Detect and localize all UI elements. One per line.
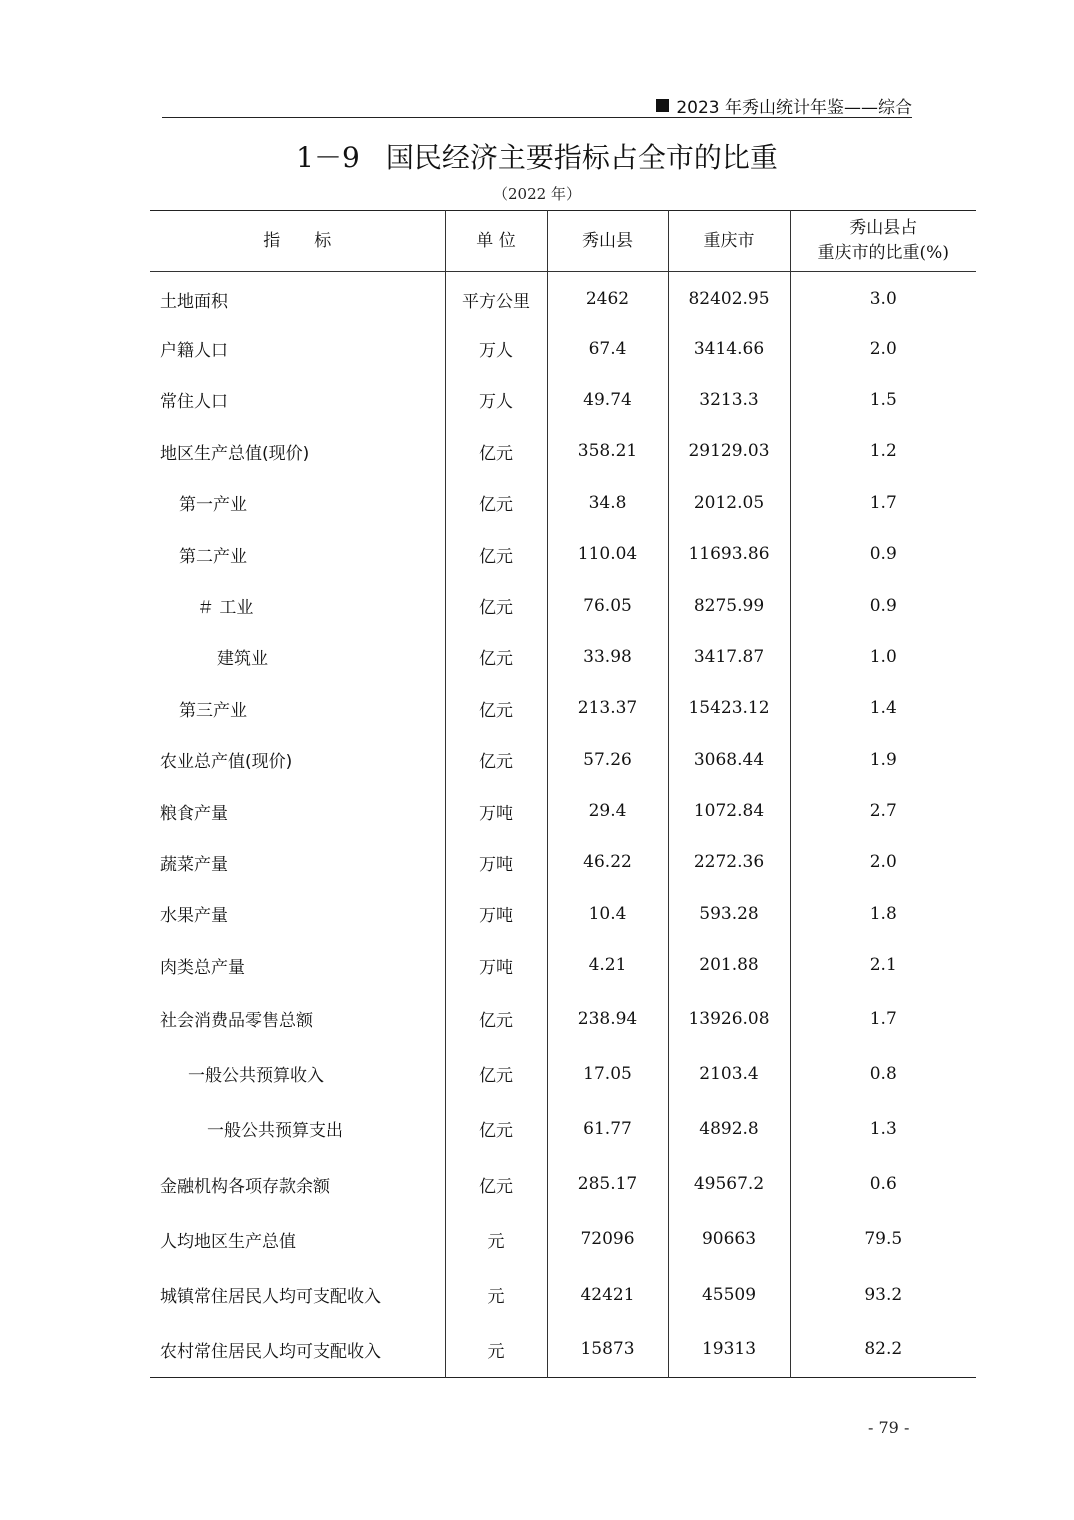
row-county-value: 33.98: [547, 631, 668, 682]
row-city-value: 1072.84: [668, 785, 790, 836]
row-county-value: 110.04: [547, 528, 668, 579]
row-indicator-name: 建筑业: [217, 649, 268, 670]
header-share-line2: 重庆市的比重(%): [817, 243, 949, 263]
row-unit: 万吨: [445, 785, 547, 836]
table-row: [150, 580, 976, 631]
row-county-value: 213.37: [547, 683, 668, 734]
row-share-value: 0.6: [790, 1157, 976, 1212]
table-row: [150, 1322, 976, 1377]
table-row: [150, 631, 976, 682]
page-title: [0, 136, 1074, 176]
row-indicator-name: 社会消费品零售总额: [160, 1011, 313, 1032]
table-row: [150, 1046, 976, 1101]
header-city: 重庆市: [668, 211, 790, 272]
row-unit: 亿元: [445, 734, 547, 785]
row-county-value: 10.4: [547, 888, 668, 939]
row-share-value: 93.2: [790, 1267, 976, 1322]
row-indicator-name: 金融机构各项存款余额: [160, 1176, 330, 1197]
row-share-value: 1.5: [790, 374, 976, 425]
table-row: [150, 1157, 976, 1212]
row-unit: 元: [445, 1212, 547, 1267]
header-share-line1: 秀山县占: [849, 218, 918, 238]
table-row: [150, 374, 976, 425]
table-row: [150, 1267, 976, 1322]
row-indicator-name: 人均地区生产总值: [160, 1231, 296, 1252]
page-number: - 79 -: [868, 1418, 910, 1437]
row-indicator-name: 一般公共预算支出: [207, 1121, 343, 1142]
row-share-value: 79.5: [790, 1212, 976, 1267]
row-share-value: 1.7: [790, 477, 976, 528]
row-unit: 亿元: [445, 1157, 547, 1212]
running-header: [656, 93, 912, 118]
row-county-value: 15873: [547, 1322, 668, 1377]
table-title: 国民经济主要指标占全市的比重: [385, 141, 778, 174]
row-county-value: 29.4: [547, 785, 668, 836]
header-rule: [162, 117, 912, 118]
row-city-value: 3414.66: [668, 323, 790, 374]
row-share-value: 0.8: [790, 1046, 976, 1101]
table-row: [150, 1101, 976, 1156]
row-unit: 万人: [445, 374, 547, 425]
table-row: [150, 528, 976, 579]
table-row: [150, 477, 976, 528]
table-row: [150, 785, 976, 836]
row-indicator-name: ＃ 工业: [197, 598, 254, 619]
row-share-value: 1.4: [790, 683, 976, 734]
row-share-value: 1.7: [790, 991, 976, 1046]
table-row: [150, 837, 976, 888]
row-unit: 平方公里: [445, 272, 547, 323]
row-county-value: 2462: [547, 272, 668, 323]
table-row: [150, 940, 976, 991]
header-unit: 单 位: [445, 211, 547, 272]
row-county-value: 4.21: [547, 940, 668, 991]
row-indicator-name: 户籍人口: [160, 341, 228, 362]
row-share-value: 1.2: [790, 426, 976, 477]
row-share-value: 0.9: [790, 528, 976, 579]
row-indicator-name: 粮食产量: [160, 803, 228, 824]
header-county: 秀山县: [547, 211, 668, 272]
table-row: [150, 272, 976, 323]
row-city-value: 82402.95: [668, 272, 790, 323]
table-row: [150, 734, 976, 785]
row-county-value: 67.4: [547, 323, 668, 374]
row-city-value: 29129.03: [668, 426, 790, 477]
row-share-value: 2.1: [790, 940, 976, 991]
table-body: [150, 272, 976, 1378]
row-unit: 亿元: [445, 631, 547, 682]
row-indicator-name: 一般公共预算收入: [188, 1066, 324, 1087]
row-unit: 亿元: [445, 1101, 547, 1156]
row-share-value: 2.0: [790, 323, 976, 374]
row-unit: 亿元: [445, 683, 547, 734]
row-city-value: 2272.36: [668, 837, 790, 888]
row-city-value: 201.88: [668, 940, 790, 991]
row-indicator-name: 农村常住居民人均可支配收入: [160, 1341, 381, 1362]
row-city-value: 13926.08: [668, 991, 790, 1046]
table-row: [150, 683, 976, 734]
row-county-value: 42421: [547, 1267, 668, 1322]
row-city-value: 8275.99: [668, 580, 790, 631]
row-unit: 元: [445, 1322, 547, 1377]
row-county-value: 76.05: [547, 580, 668, 631]
row-share-value: 1.3: [790, 1101, 976, 1156]
row-city-value: 4892.8: [668, 1101, 790, 1156]
row-indicator-name: 水果产量: [160, 906, 228, 927]
row-share-value: 3.0: [790, 272, 976, 323]
row-unit: 万吨: [445, 837, 547, 888]
row-indicator-name: 第二产业: [179, 546, 247, 567]
row-county-value: 34.8: [547, 477, 668, 528]
row-city-value: 2103.4: [668, 1046, 790, 1101]
row-county-value: 46.22: [547, 837, 668, 888]
row-share-value: 0.9: [790, 580, 976, 631]
row-unit: 万吨: [445, 888, 547, 939]
row-indicator-name: 蔬菜产量: [160, 854, 228, 875]
row-unit: 元: [445, 1267, 547, 1322]
table-row: [150, 323, 976, 374]
row-city-value: 19313: [668, 1322, 790, 1377]
row-city-value: 3213.3: [668, 374, 790, 425]
row-county-value: 72096: [547, 1212, 668, 1267]
row-indicator-name: 肉类总产量: [160, 957, 245, 978]
row-county-value: 238.94: [547, 991, 668, 1046]
table-row: [150, 1212, 976, 1267]
row-unit: 亿元: [445, 1046, 547, 1101]
row-indicator-name: 第三产业: [179, 700, 247, 721]
table-number: 1－9: [296, 141, 360, 174]
row-share-value: 1.0: [790, 631, 976, 682]
table-row: [150, 426, 976, 477]
row-unit: 亿元: [445, 580, 547, 631]
row-share-value: 82.2: [790, 1322, 976, 1377]
row-indicator-name: 土地面积: [160, 291, 228, 312]
row-county-value: 358.21: [547, 426, 668, 477]
row-unit: 万人: [445, 323, 547, 374]
row-city-value: 11693.86: [668, 528, 790, 579]
row-indicator-name: 农业总产值(现价): [160, 752, 293, 773]
black-square-icon: [656, 99, 669, 112]
row-indicator-name: 地区生产总值(现价): [160, 443, 310, 464]
row-share-value: 2.0: [790, 837, 976, 888]
row-city-value: 593.28: [668, 888, 790, 939]
table-row: [150, 991, 976, 1046]
row-county-value: 285.17: [547, 1157, 668, 1212]
row-share-value: 1.9: [790, 734, 976, 785]
row-city-value: 2012.05: [668, 477, 790, 528]
row-city-value: 3068.44: [668, 734, 790, 785]
header-indicator: 指 标: [150, 211, 445, 272]
row-county-value: 17.05: [547, 1046, 668, 1101]
row-county-value: 49.74: [547, 374, 668, 425]
row-city-value: 45509: [668, 1267, 790, 1322]
indicator-table: [150, 210, 976, 1378]
row-city-value: 49567.2: [668, 1157, 790, 1212]
row-indicator-name: 第一产业: [179, 495, 247, 516]
row-city-value: 90663: [668, 1212, 790, 1267]
table-year: （2022 年）: [493, 185, 581, 203]
table-header-row: [150, 211, 976, 272]
row-indicator-name: 常住人口: [160, 392, 228, 413]
header-share: [790, 211, 976, 272]
row-city-value: 3417.87: [668, 631, 790, 682]
table-row: [150, 888, 976, 939]
row-unit: 亿元: [445, 477, 547, 528]
row-share-value: 1.8: [790, 888, 976, 939]
row-county-value: 57.26: [547, 734, 668, 785]
row-unit: 亿元: [445, 991, 547, 1046]
row-indicator-name: 城镇常住居民人均可支配收入: [160, 1287, 381, 1307]
row-city-value: 15423.12: [668, 683, 790, 734]
running-header-title: 2023 年秀山统计年鉴——综合: [676, 98, 912, 118]
row-unit: 万吨: [445, 940, 547, 991]
row-unit: 亿元: [445, 426, 547, 477]
row-share-value: 2.7: [790, 785, 976, 836]
row-county-value: 61.77: [547, 1101, 668, 1156]
row-unit: 亿元: [445, 528, 547, 579]
